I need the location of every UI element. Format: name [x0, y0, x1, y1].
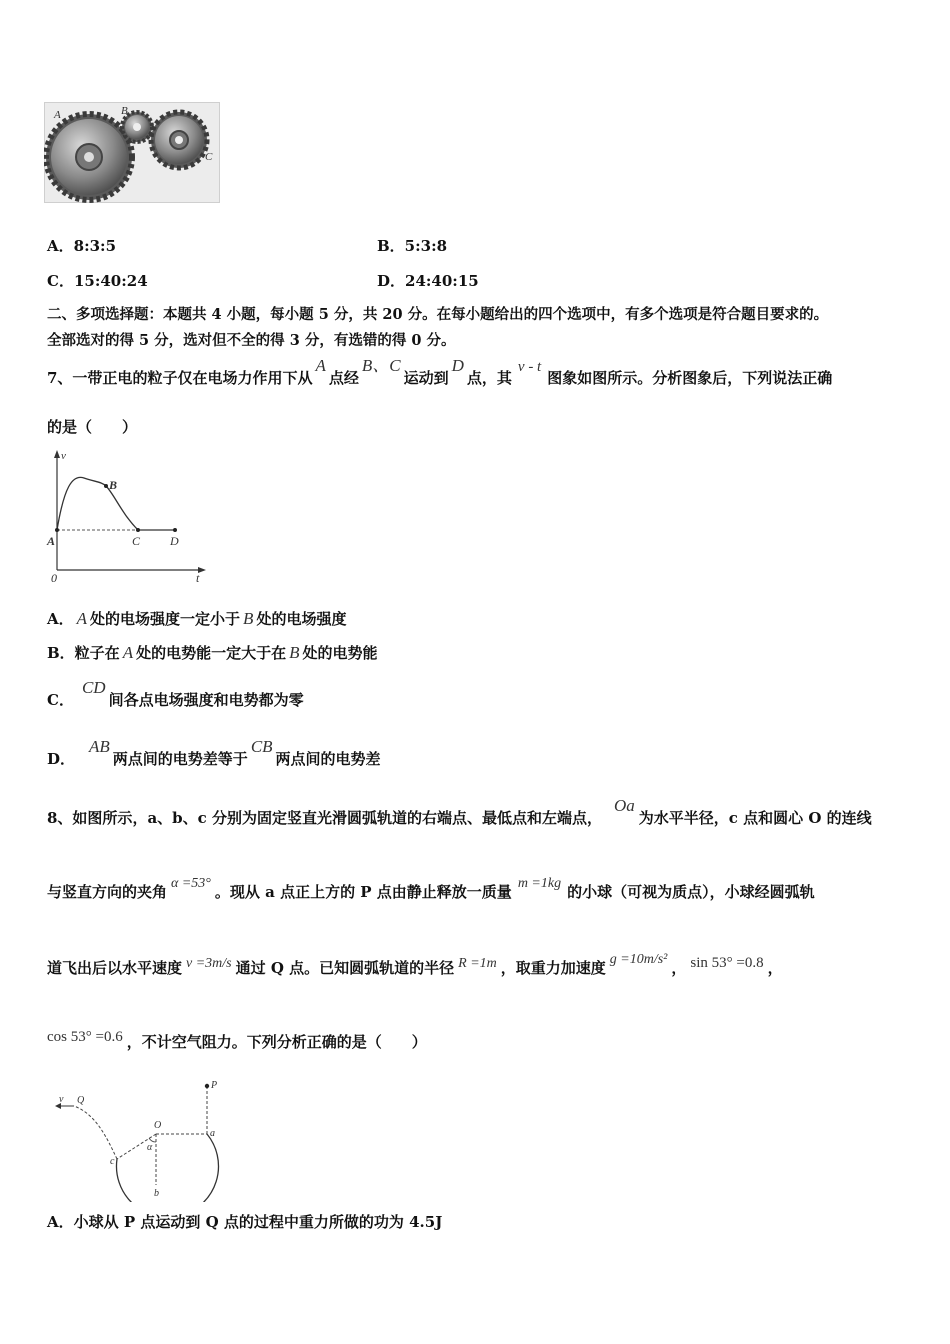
gear-label-c: C: [205, 151, 213, 163]
label-b: b: [154, 1188, 159, 1199]
q6-option-d: D．24:40:15: [377, 272, 479, 290]
q8-option-a: A．小球从 P 点运动到 Q 点的过程中重力所做的功为 4.5J: [47, 1213, 443, 1231]
q6-option-c: C．15:40:24: [47, 272, 148, 290]
section2-scoring: 全部选对的得 5 分，选对但不全的得 3 分，有选错的得 0 分。: [47, 332, 456, 349]
gear-c: [151, 112, 207, 168]
q8-track-figure: [52, 1076, 232, 1202]
q7-stem: 7、一带正电的粒子仅在电场力作用下从A点经B、C运动到D点，其v - t图象如图所示。分析图象后，下列说法正确: [47, 356, 833, 387]
trajectory: [74, 1106, 117, 1159]
q6-option-b: B．5:3:8: [377, 237, 448, 255]
label-t: t: [196, 571, 200, 585]
label-v: v: [59, 1094, 64, 1105]
q7-option-c: C．CD间各点电场强度和电势都为零: [47, 678, 304, 709]
label-b: B: [109, 478, 118, 492]
q8-stem-line3: 道飞出后以水平速度 v =3m/s 通过 Q 点。已知圆弧轨道的半径 R =1m ，取重力加速度 g =10m/s² ， sin 53° =0.8 ，: [47, 952, 783, 977]
label-v: v: [61, 450, 66, 462]
q7-option-b: B．粒子在 A 处的电势能一定大于在 B 处的电势能: [47, 643, 378, 662]
q8-stem-line1: 8、如图所示，a、b、c 分别为固定竖直光滑圆弧轨道的右端点、最低点和左端点，Oa为水平半径，c 点和圆心 O 的连线: [47, 796, 872, 827]
gear-a: [46, 114, 132, 200]
label-c: C: [132, 534, 141, 548]
q7-option-a: A． A 处的电场强度一定小于 B 处的电场强度: [47, 609, 347, 628]
gear-figure: [44, 102, 220, 203]
arc-track: [116, 1134, 218, 1202]
label-o: O: [154, 1120, 162, 1131]
label-p: P: [211, 1080, 218, 1091]
q6-option-a: A．8:3:5: [47, 237, 117, 255]
label-q: Q: [77, 1095, 85, 1106]
gear-label-b: B: [121, 105, 128, 117]
label-alpha: α: [147, 1142, 153, 1153]
gear-label-a: A: [54, 109, 61, 121]
q8-stem-line4: cos 53° =0.6 ，不计空气阻力。下列分析正确的是（ ）: [47, 1029, 427, 1051]
q7-option-d: D．AB两点间的电势差等于CB两点间的电势差: [47, 737, 381, 768]
q7-stem-end: 的是（ ）: [47, 418, 138, 436]
vt-curve: [57, 477, 138, 530]
q7-vt-graph: [44, 448, 209, 588]
section2-heading: 二、多项选择题：本题共 4 小题，每小题 5 分，共 20 分。在每小题给出的四个选项中，有多个选项是符合题目要求的。: [47, 306, 829, 323]
label-a: a: [210, 1128, 215, 1139]
q8-stem-line2: 与竖直方向的夹角 α =53° 。现从 a 点正上方的 P 点由静止释放一质量 m =1kg 的小球（可视为质点），小球经圆弧轨: [47, 876, 815, 901]
label-c: c: [110, 1156, 115, 1167]
label-a: A: [47, 534, 56, 548]
label-o: 0: [51, 571, 57, 585]
label-d: D: [170, 534, 179, 548]
